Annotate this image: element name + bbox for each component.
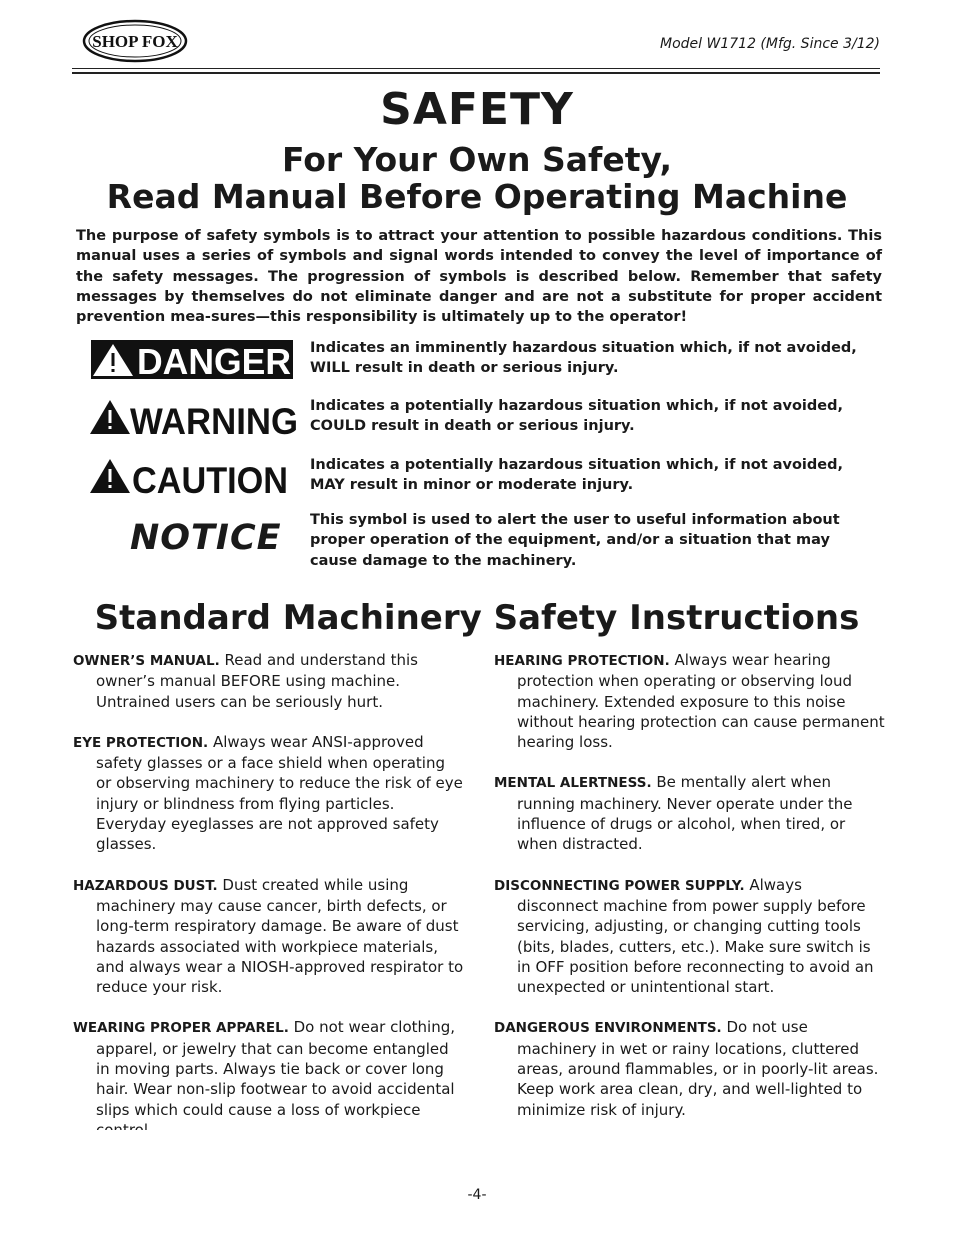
subtitle-line-1: For Your Own Safety,: [282, 140, 672, 179]
list-item: MENTAL ALERTNESS. Be mentally alert when running machinery. Never operate under the influence of drugs or alcohol, when tired, or when distracted.: [494, 773, 853, 854]
danger-description: Indicates an imminently hazardous situation which, if not avoided, WILL result in death or serious injury.: [310, 340, 857, 377]
subtitle-line-2: Read Manual Before Operating Machine: [106, 177, 848, 216]
list-item: EYE PROTECTION. Always wear ANSI-approved safety glasses or a face shield when operating or observing machinery to reduce the risk of eye injury or blindness from flying particles. Everyday eyeglasses are not approved safety glasses.: [73, 732, 463, 854]
list-item: HAZARDOUS DUST. Dust created while using machinery may cause cancer, birth defects, or long-term respiratory damage. Be aware of dust hazards associated with workpiece materials, and always wear a NIOSH-approved respirator to reduce your risk.: [73, 875, 464, 997]
caution-symbol: [88, 455, 300, 503]
svg-text:WARNING: WARNING: [130, 401, 298, 440]
list-item: HEARING PROTECTION. Always wear hearing protection when operating or observing loud machinery. Extended exposure to this noise without hearing protection can cause permanent hearing loss.: [494, 651, 885, 752]
model-number: Model W1712 (Mfg. Since 3/12): [660, 36, 880, 52]
svg-text:CAUTION: CAUTION: [132, 460, 288, 499]
list-item: WEARING PROPER APPAREL. Do not wear clothing, apparel, or jewelry that can become entangled in moving parts. Always tie back or cover long hair. Wear non-slip footwear to avoid accidental slips which could cause a loss of workpiece: [73, 1018, 456, 1119]
right-column: [494, 650, 886, 1140]
svg-text:DANGER: DANGER: [137, 341, 291, 380]
danger-symbol: [88, 338, 293, 384]
list-item: DANGEROUS ENVIRONMENTS. Do not use machinery in wet or rainy locations, cluttered areas, around flammables, or in poorly-lit areas. Keep work area clean, dry, and well-lighted to minimize risk of injury.: [494, 1018, 879, 1119]
header-rule-thick: [72, 72, 880, 74]
page-title: SAFETY: [380, 84, 574, 135]
warning-description: Indicates a potentially hazardous situation which, if not avoided, COULD result in death or serious injury.: [310, 398, 844, 435]
list-item: OWNER’S MANUAL. Read and understand this owner’s manual BEFORE using machine. Untrained users can be seriously hurt.: [73, 651, 418, 711]
intro-paragraph: The purpose of safety symbols is to attract your attention to possible hazardous conditions. This manual uses a series of symbols and signal words intended to convey the level of importance of the safety messages. The progression of symbols is described below. Remember that safety messages by themselves do not eliminate danger and are not a substitute for proper accident prevention mea-sures—this responsibility is ultimately up to the operator!: [76, 228, 882, 326]
notice-description: This symbol is used to alert the user to useful information about proper operation of the equipment, and/or a situation that may cause damage to the machinery.: [310, 512, 840, 569]
column-clip: [73, 1130, 473, 1150]
svg-text:SHOP FOX: SHOP FOX: [92, 32, 178, 51]
warning-symbol: [88, 396, 300, 444]
list-item: DISCONNECTING POWER SUPPLY. Always disconnect machine from power supply before servicing, adjusting, or changing cutting tools (bits, blades, cutters, etc.). Make sure switch is in OFF position before reconnecting to avoid an unexpected or unintentional start.: [494, 875, 874, 997]
shop-fox-logo: [82, 19, 188, 63]
caution-description: Indicates a potentially hazardous situation which, if not avoided, MAY result in minor or moderate injury.: [310, 457, 844, 494]
notice-symbol: NOTICE: [130, 518, 282, 558]
section-title: Standard Machinery Safety Instructions: [94, 598, 860, 638]
page-number: -4-: [467, 1187, 487, 1203]
left-column: [73, 650, 465, 1160]
header-rule: [72, 68, 880, 69]
